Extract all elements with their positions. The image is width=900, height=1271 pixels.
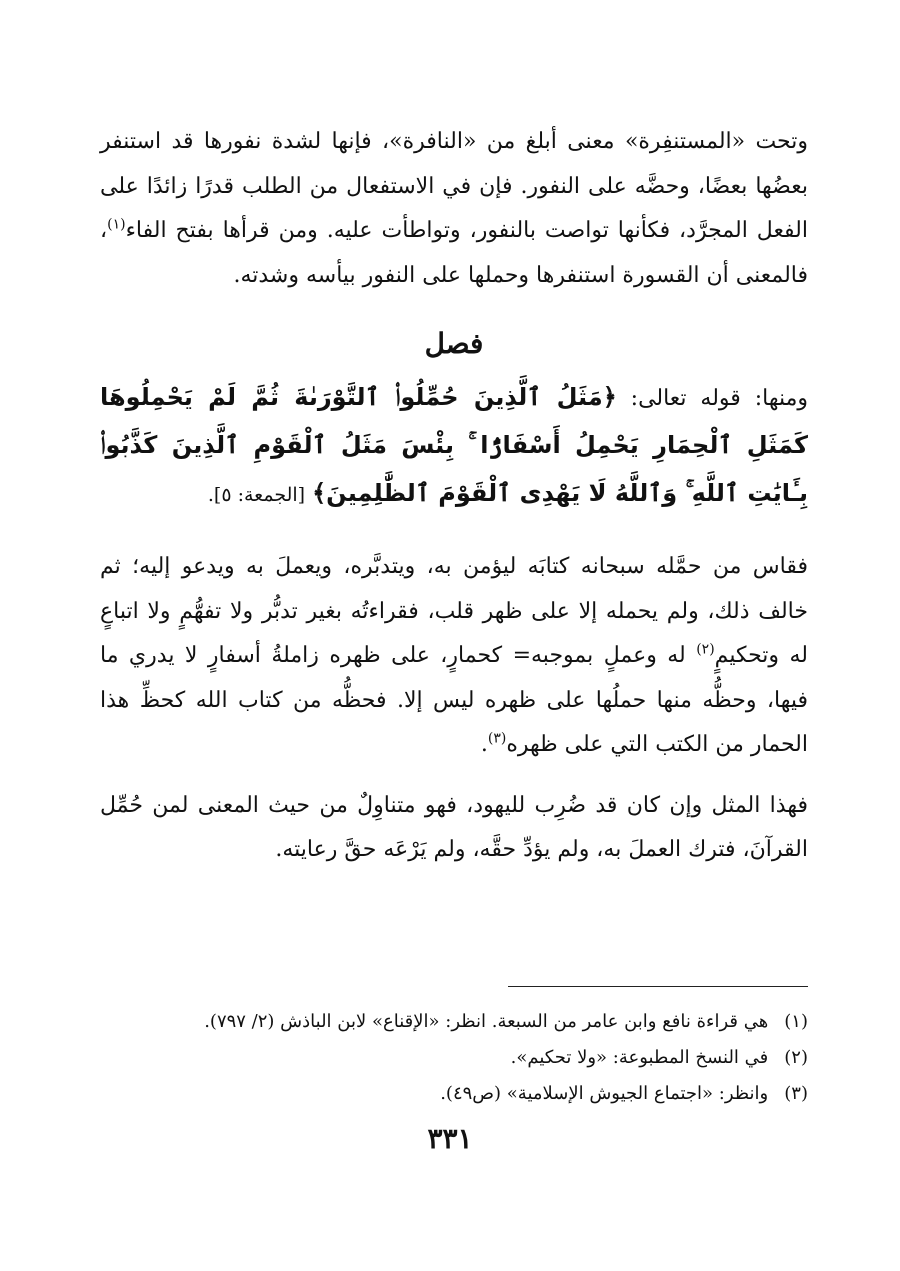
footnote-2 bbox=[100, 1040, 808, 1076]
paragraph-2c-text: . bbox=[480, 732, 488, 757]
page-number: ٣٣١ bbox=[427, 1122, 473, 1155]
body-paragraph-1 bbox=[100, 120, 808, 298]
body-paragraph-3: فهذا المثل وإن كان قد ضُرِب لليهود، فهو متناوِلٌ من حيث المعنى لمن حُمِّل القرآنَ، فترك العملَ به، ولم يؤدِّ حقَّه، ولم يَرْعَه حقَّ رعايته. bbox=[100, 792, 808, 862]
footnote-3 bbox=[100, 1076, 808, 1112]
quran-verse: ﴿مَثَلُ ٱلَّذِينَ حُمِّلُوا۟ ٱلتَّوْرَىٰةَ ثُمَّ لَمْ يَحْمِلُوهَا كَمَثَلِ ٱلْحِمَارِ يَحْمِلُ أَسْفَارًۢا ۚ بِئْسَ مَثَلُ ٱلْقَوْمِ ٱلَّذِينَ كَذَّبُوا۟ بِـَٔايَٰتِ ٱللَّهِ ۚ وَٱللَّهُ لَا يَهْدِى ٱلْقَوْمَ ٱلظَّٰلِمِينَ﴾ bbox=[100, 383, 808, 507]
section-heading: فصل bbox=[424, 327, 484, 360]
footnote-ref-1[interactable]: (١) bbox=[107, 216, 126, 233]
footnote-text: هي قراءة نافع وابن عامر من السبعة. انظر: «الإقناع» لابن الباذش (٢/ ٧٩٧). bbox=[204, 1011, 769, 1032]
footnote-ref-2[interactable]: (٢) bbox=[696, 641, 715, 658]
footnote-ref-3[interactable]: (٣) bbox=[487, 730, 507, 747]
paragraph-1-end: ، فالمعنى أن القسورة استنفرها وحملها على النفور بيأسه وشدته. bbox=[100, 218, 808, 288]
footnote-1 bbox=[100, 1004, 808, 1040]
footnote-number: (٢) bbox=[784, 1047, 808, 1068]
body-paragraph-2 bbox=[100, 545, 808, 768]
footnote-number: (٣) bbox=[784, 1083, 808, 1104]
paragraph-2a-text: فقاس من حمَّله سبحانه كتابَه ليؤمن به، ويتدبَّره، ويعملَ به ويدعو إليه؛ ثم خالف ذلك، ولم يحمله إلا على ظهر قلب، فقراءتُه بغير تدبُّر ولا تفهُّمٍ ولا اتباعٍ له وتحكيمٍ bbox=[100, 554, 808, 668]
paragraph-1-text: وتحت «المستنفِرة» معنى أبلغ من «النافرة»، فإنها لشدة نفورها قد استنفر بعضُها بعضًا، وحضَّه على النفور. فإن في الاستفعال من الطلب قدرًا زائدًا على الفعل المجرَّد، فكأنها تواصت بالنفور، وتواطأت عليه. ومن قرأها بفتح الفاء bbox=[100, 129, 808, 243]
footnote-text: وانظر: «اجتماع الجيوش الإسلامية» (ص٤٩). bbox=[440, 1083, 769, 1104]
verse-paragraph bbox=[100, 374, 808, 519]
verse-reference: [الجمعة: ٥]. bbox=[207, 484, 306, 506]
footnote-divider bbox=[508, 986, 808, 987]
verse-intro: ومنها: قوله تعالى: bbox=[630, 386, 809, 411]
paragraph-2b-text: له وعملٍ بموجبه= كحمارٍ، على ظهره زاملةُ أسفارٍ لا يدري ما فيها، وحظُّه منها حملُها على ظهره ليس إلا. فحظُّه من كتاب الله كحظِّ هذا الحمار من الكتب التي على ظهره bbox=[100, 643, 808, 757]
footnote-number: (١) bbox=[784, 1011, 808, 1032]
footnotes-section bbox=[100, 1004, 808, 1112]
footnote-text: في النسخ المطبوعة: «ولا تحكيم». bbox=[510, 1047, 769, 1068]
